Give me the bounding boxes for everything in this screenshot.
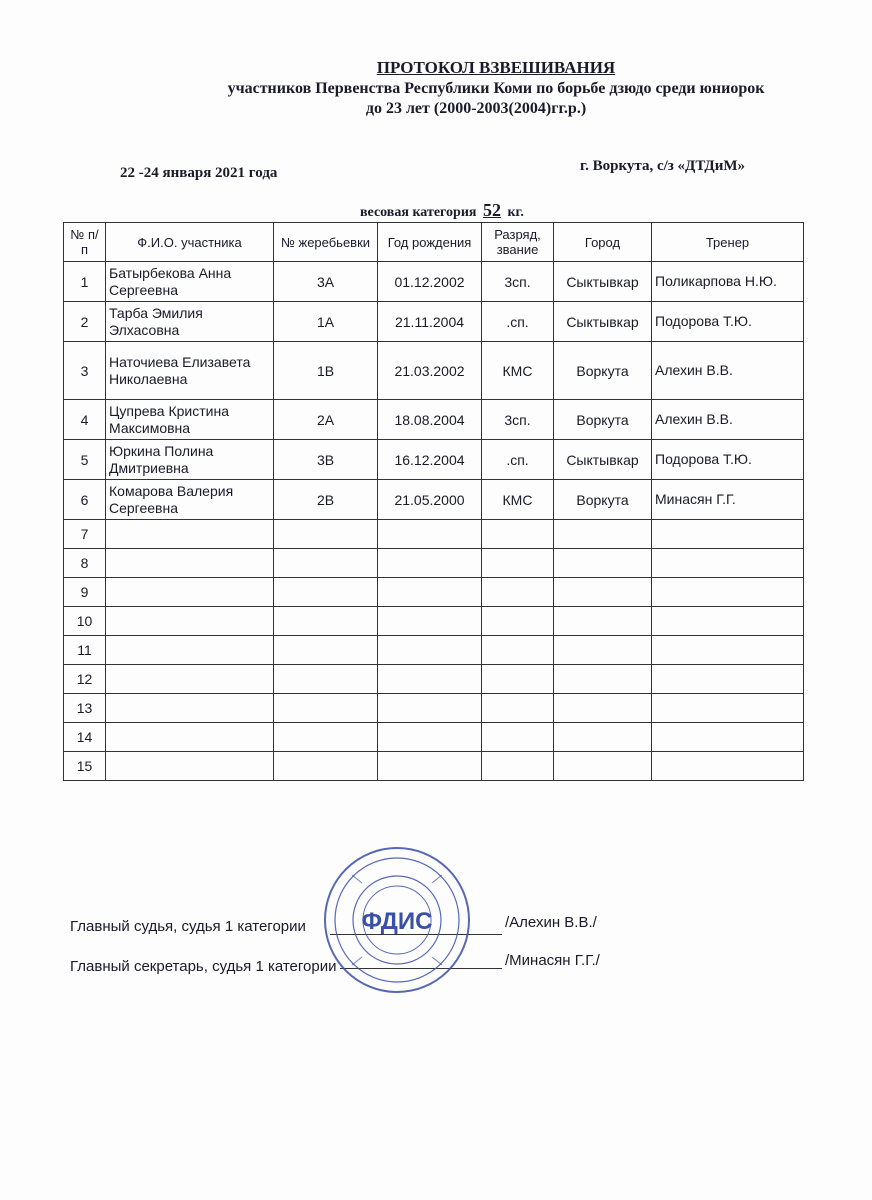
- cell-draw: [274, 752, 378, 781]
- cell-name: [106, 607, 274, 636]
- cell-year: [378, 520, 482, 549]
- col-header-name: Ф.И.О. участника: [106, 223, 274, 262]
- document-subtitle-age: до 23 лет (2000-2003(2004)гг.р.): [365, 100, 587, 117]
- table-row: [64, 342, 804, 400]
- cell-year: 16.12.2004: [378, 440, 482, 480]
- cell-rank: [482, 723, 554, 752]
- document-title: ПРОТОКОЛ ВЗВЕШИВАНИЯ: [376, 58, 616, 77]
- cell-draw: 1А: [274, 302, 378, 342]
- cell-city: [554, 520, 652, 549]
- cell-coach: [652, 723, 804, 752]
- cell-coach: [652, 665, 804, 694]
- cell-name: [106, 723, 274, 752]
- cell-coach: Поликарпова Н.Ю.: [652, 262, 804, 302]
- cell-draw: [274, 723, 378, 752]
- cell-num: 14: [64, 723, 106, 752]
- table-row: [64, 752, 804, 781]
- table-row: [64, 607, 804, 636]
- cell-year: [378, 549, 482, 578]
- cell-rank: [482, 578, 554, 607]
- cell-draw: [274, 694, 378, 723]
- cell-num: 2: [64, 302, 106, 342]
- cell-coach: Подорова Т.Ю.: [652, 302, 804, 342]
- cell-coach: [652, 520, 804, 549]
- cell-city: [554, 607, 652, 636]
- cell-rank: [482, 752, 554, 781]
- cell-name: [106, 578, 274, 607]
- cell-num: 3: [64, 342, 106, 400]
- cell-name: [106, 549, 274, 578]
- cell-rank: .сп.: [482, 440, 554, 480]
- cell-draw: 3В: [274, 440, 378, 480]
- cell-num: 4: [64, 400, 106, 440]
- weight-unit: кг.: [507, 205, 524, 220]
- cell-city: [554, 636, 652, 665]
- table-row: [64, 262, 804, 302]
- cell-num: 5: [64, 440, 106, 480]
- cell-rank: [482, 549, 554, 578]
- secretary-label: Главный секретарь, судья 1 категории: [70, 958, 337, 975]
- cell-coach: Алехин В.В.: [652, 342, 804, 400]
- cell-draw: 2А: [274, 400, 378, 440]
- table-row: [64, 636, 804, 665]
- table-row: [64, 665, 804, 694]
- cell-name: [106, 694, 274, 723]
- cell-year: 18.08.2004: [378, 400, 482, 440]
- cell-year: 21.05.2000: [378, 480, 482, 520]
- cell-draw: 2В: [274, 480, 378, 520]
- cell-draw: 3А: [274, 262, 378, 302]
- cell-name: [106, 752, 274, 781]
- stamp-text: ФДИС: [361, 908, 433, 935]
- cell-coach: [652, 578, 804, 607]
- table-row: [64, 549, 804, 578]
- col-header-coach: Тренер: [652, 223, 804, 262]
- cell-coach: Подорова Т.Ю.: [652, 440, 804, 480]
- cell-city: [554, 723, 652, 752]
- cell-coach: Минасян Г.Г.: [652, 480, 804, 520]
- official-stamp: [322, 845, 472, 995]
- cell-year: [378, 607, 482, 636]
- cell-city: Сыктывкар: [554, 302, 652, 342]
- table-row: [64, 440, 804, 480]
- weight-value: 52: [482, 200, 501, 220]
- cell-num: 13: [64, 694, 106, 723]
- cell-city: [554, 694, 652, 723]
- col-header-year: Год рождения: [378, 223, 482, 262]
- judge-label: Главный судья, судья 1 категории: [70, 918, 306, 935]
- cell-city: Сыктывкар: [554, 262, 652, 302]
- cell-num: 9: [64, 578, 106, 607]
- table-header-row: [64, 223, 804, 262]
- event-date: 22 -24 января 2021 года: [120, 165, 278, 181]
- document-subtitle: участников Первенства Республики Коми по борьбе дзюдо среди юниорок: [227, 80, 765, 97]
- cell-year: [378, 665, 482, 694]
- cell-coach: [652, 694, 804, 723]
- cell-rank: 3сп.: [482, 400, 554, 440]
- weight-category: [360, 200, 524, 221]
- weight-label: весовая категория: [360, 205, 477, 220]
- cell-coach: [652, 549, 804, 578]
- table-row: [64, 480, 804, 520]
- cell-rank: [482, 665, 554, 694]
- table-row: [64, 520, 804, 549]
- judge-name: /Алехин В.В./: [505, 914, 597, 931]
- cell-coach: [652, 607, 804, 636]
- cell-rank: КМС: [482, 342, 554, 400]
- cell-year: 21.11.2004: [378, 302, 482, 342]
- cell-num: 10: [64, 607, 106, 636]
- cell-name: Юркина Полина Дмитриевна: [106, 440, 274, 480]
- cell-name: Тарба Эмилия Элхасовна: [106, 302, 274, 342]
- cell-coach: [652, 752, 804, 781]
- col-header-draw: № жеребьевки: [274, 223, 378, 262]
- col-header-city: Город: [554, 223, 652, 262]
- cell-year: [378, 694, 482, 723]
- cell-year: [378, 578, 482, 607]
- table-row: [64, 694, 804, 723]
- cell-num: 15: [64, 752, 106, 781]
- table-row: [64, 723, 804, 752]
- cell-rank: 3сп.: [482, 262, 554, 302]
- cell-draw: [274, 636, 378, 665]
- cell-num: 12: [64, 665, 106, 694]
- cell-rank: [482, 607, 554, 636]
- cell-name: [106, 665, 274, 694]
- cell-year: [378, 752, 482, 781]
- col-header-rank: Разряд, звание: [482, 223, 554, 262]
- cell-city: Воркута: [554, 480, 652, 520]
- cell-draw: [274, 520, 378, 549]
- cell-num: 7: [64, 520, 106, 549]
- secretary-name: /Минасян Г.Г./: [505, 952, 600, 969]
- cell-city: Воркута: [554, 342, 652, 400]
- cell-draw: [274, 607, 378, 636]
- table-row: [64, 302, 804, 342]
- cell-city: [554, 549, 652, 578]
- cell-num: 6: [64, 480, 106, 520]
- cell-draw: [274, 549, 378, 578]
- cell-city: Сыктывкар: [554, 440, 652, 480]
- cell-coach: [652, 636, 804, 665]
- cell-num: 1: [64, 262, 106, 302]
- cell-rank: КМС: [482, 480, 554, 520]
- table-row: [64, 578, 804, 607]
- event-place: г. Воркута, с/з «ДТДиМ»: [580, 158, 746, 174]
- cell-city: [554, 665, 652, 694]
- cell-draw: 1В: [274, 342, 378, 400]
- cell-name: Цупрева Кристина Максимовна: [106, 400, 274, 440]
- cell-draw: [274, 665, 378, 694]
- cell-year: 01.12.2002: [378, 262, 482, 302]
- cell-num: 11: [64, 636, 106, 665]
- cell-num: 8: [64, 549, 106, 578]
- cell-coach: Алехин В.В.: [652, 400, 804, 440]
- cell-name: Комарова Валерия Сергеевна: [106, 480, 274, 520]
- cell-year: [378, 723, 482, 752]
- table-row: [64, 400, 804, 440]
- cell-year: [378, 636, 482, 665]
- cell-rank: [482, 520, 554, 549]
- cell-city: [554, 578, 652, 607]
- cell-rank: [482, 694, 554, 723]
- cell-year: 21.03.2002: [378, 342, 482, 400]
- cell-rank: [482, 636, 554, 665]
- cell-name: [106, 520, 274, 549]
- cell-city: [554, 752, 652, 781]
- cell-draw: [274, 578, 378, 607]
- cell-name: Батырбекова Анна Сергеевна: [106, 262, 274, 302]
- cell-name: Наточиева Елизавета Николаевна: [106, 342, 274, 400]
- cell-city: Воркута: [554, 400, 652, 440]
- weighing-table: [63, 222, 804, 781]
- cell-name: [106, 636, 274, 665]
- cell-rank: .сп.: [482, 302, 554, 342]
- col-header-num: № п/п: [64, 223, 106, 262]
